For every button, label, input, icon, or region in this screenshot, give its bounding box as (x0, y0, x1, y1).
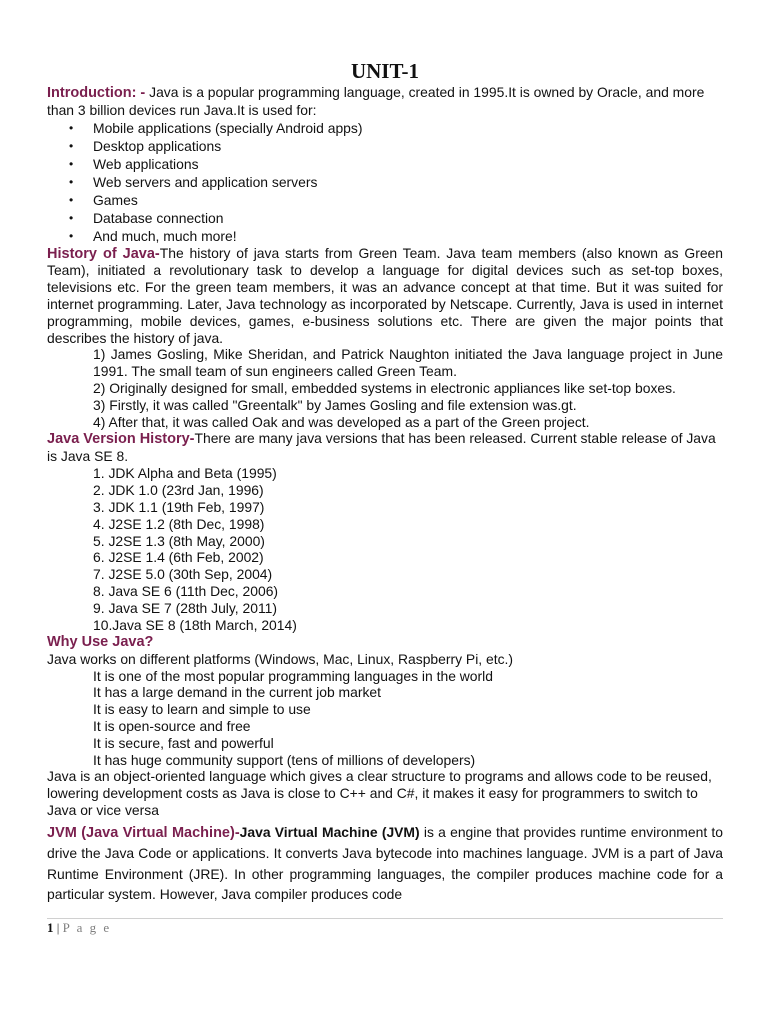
list-item: • Mobile applications (specially Android apps) (93, 119, 723, 137)
versions-list (47, 465, 723, 634)
version-item: 8. Java SE 6 (11th Dec, 2006) (93, 583, 279, 600)
history-point: 4) After that, it was called Oak and was developed as a part of the Green project. (93, 413, 590, 430)
page-number: 1 (47, 920, 54, 935)
history-point: 2) Originally designed for small, embedded systems in electronic appliances like set-top boxes. (93, 379, 676, 396)
jvm-bold-term: Java Virtual Machine (JVM) (239, 823, 420, 840)
version-item: 10.Java SE 8 (18th March, 2014) (93, 617, 297, 634)
history-text: The history of java starts from Green Team. Java team members (also known as Green Team), initiated a revolutionary task to develop a language for digital devices such as set-top boxes, televisions etc. For the green team members, it was an advance concept at that time. But it was suited for internet programming. Later, Java technology as incorporated by Netscape. Currently, Java is used in internet programming, mobile devices, games, e-business solutions etc. There are given the major points that describes the history of java. (47, 244, 723, 346)
intro-heading: Introduction: - (47, 85, 146, 101)
history-point: 3) Firstly, it was called "Greentalk" by James Gosling and file extension was.gt. (93, 396, 577, 413)
versions-paragraph (47, 430, 723, 465)
version-item: 9. Java SE 7 (28th July, 2011) (93, 600, 278, 617)
footer-separator: | (53, 920, 63, 935)
why-closing: Java is an object-oriented language which gives a clear structure to programs and allows code to be reused, lowering development costs as Java is close to C++ and C#, it makes it easy for programmers to switch to Java or vice versa (47, 768, 712, 818)
history-paragraph (47, 245, 723, 347)
history-point: 1) James Gosling, Mike Sheridan, and Patrick Naughton initiated the Java language project in June 1991. The small team of sun engineers called Green Team. (93, 346, 723, 380)
list-item: • Database connection (93, 209, 723, 227)
version-item: 5. J2SE 1.3 (8th May, 2000) (93, 532, 265, 549)
versions-text: There are many java versions that has been released. Current stable release of Java is Java SE 8. (47, 430, 716, 465)
jvm-heading: JVM (Java Virtual Machine)- (47, 824, 240, 841)
why-item: It is open-source and free (93, 718, 251, 734)
why-item: It is easy to learn and simple to use (93, 701, 311, 718)
why-list (47, 668, 723, 769)
history-heading: History of Java- (47, 245, 160, 262)
version-item: 7. J2SE 5.0 (30th Sep, 2004) (93, 566, 273, 583)
why-text: Java works on different platforms (Windows, Mac, Linux, Raspberry Pi, etc.) (47, 650, 514, 667)
jvm-paragraph (47, 822, 723, 905)
intro-text: Java is a popular programming language, created in 1995.It is owned by Oracle, and more than 3 billion devices run Java.It is used for: (47, 84, 705, 118)
page-title: UNIT-1 (350, 59, 420, 83)
footer-divider (47, 918, 723, 919)
jvm-text: is a engine that provides runtime environment to drive the Java Code or applications. It converts Java bytecode into machines language. JVM is a part of Java Runtime Environment (JRE). In other programming languages, the compiler produces machine code for a particular system. However, Java compiler produces code (47, 823, 724, 903)
version-item: 1. JDK Alpha and Beta (1995) (93, 464, 277, 481)
list-item: • And much, much more! (93, 227, 723, 245)
why-heading: Why Use Java? (47, 634, 154, 651)
history-points (47, 346, 723, 430)
uses-list (47, 119, 723, 245)
version-item: 6. J2SE 1.4 (6th Feb, 2002) (93, 549, 264, 566)
why-item: It has huge community support (tens of millions of developers) (93, 751, 476, 768)
list-item: • Web applications (93, 155, 723, 173)
intro-paragraph (47, 84, 723, 119)
page-label: P a g e (62, 920, 112, 935)
list-item: • Games (93, 191, 723, 209)
list-item: • Desktop applications (93, 137, 723, 155)
page-footer (47, 920, 111, 936)
why-item: It is secure, fast and powerful (93, 734, 274, 751)
list-item: • Web servers and application servers (93, 173, 723, 191)
why-item: It has a large demand in the current job market (93, 684, 382, 701)
versions-heading: Java Version History- (47, 431, 195, 448)
version-item: 2. JDK 1.0 (23rd Jan, 1996) (93, 481, 264, 498)
document-page (47, 58, 723, 905)
why-item: It is one of the most popular programming languages in the world (93, 667, 493, 684)
version-item: 3. JDK 1.1 (19th Feb, 1997) (93, 498, 265, 515)
version-item: 4. J2SE 1.2 (8th Dec, 1998) (93, 515, 265, 532)
